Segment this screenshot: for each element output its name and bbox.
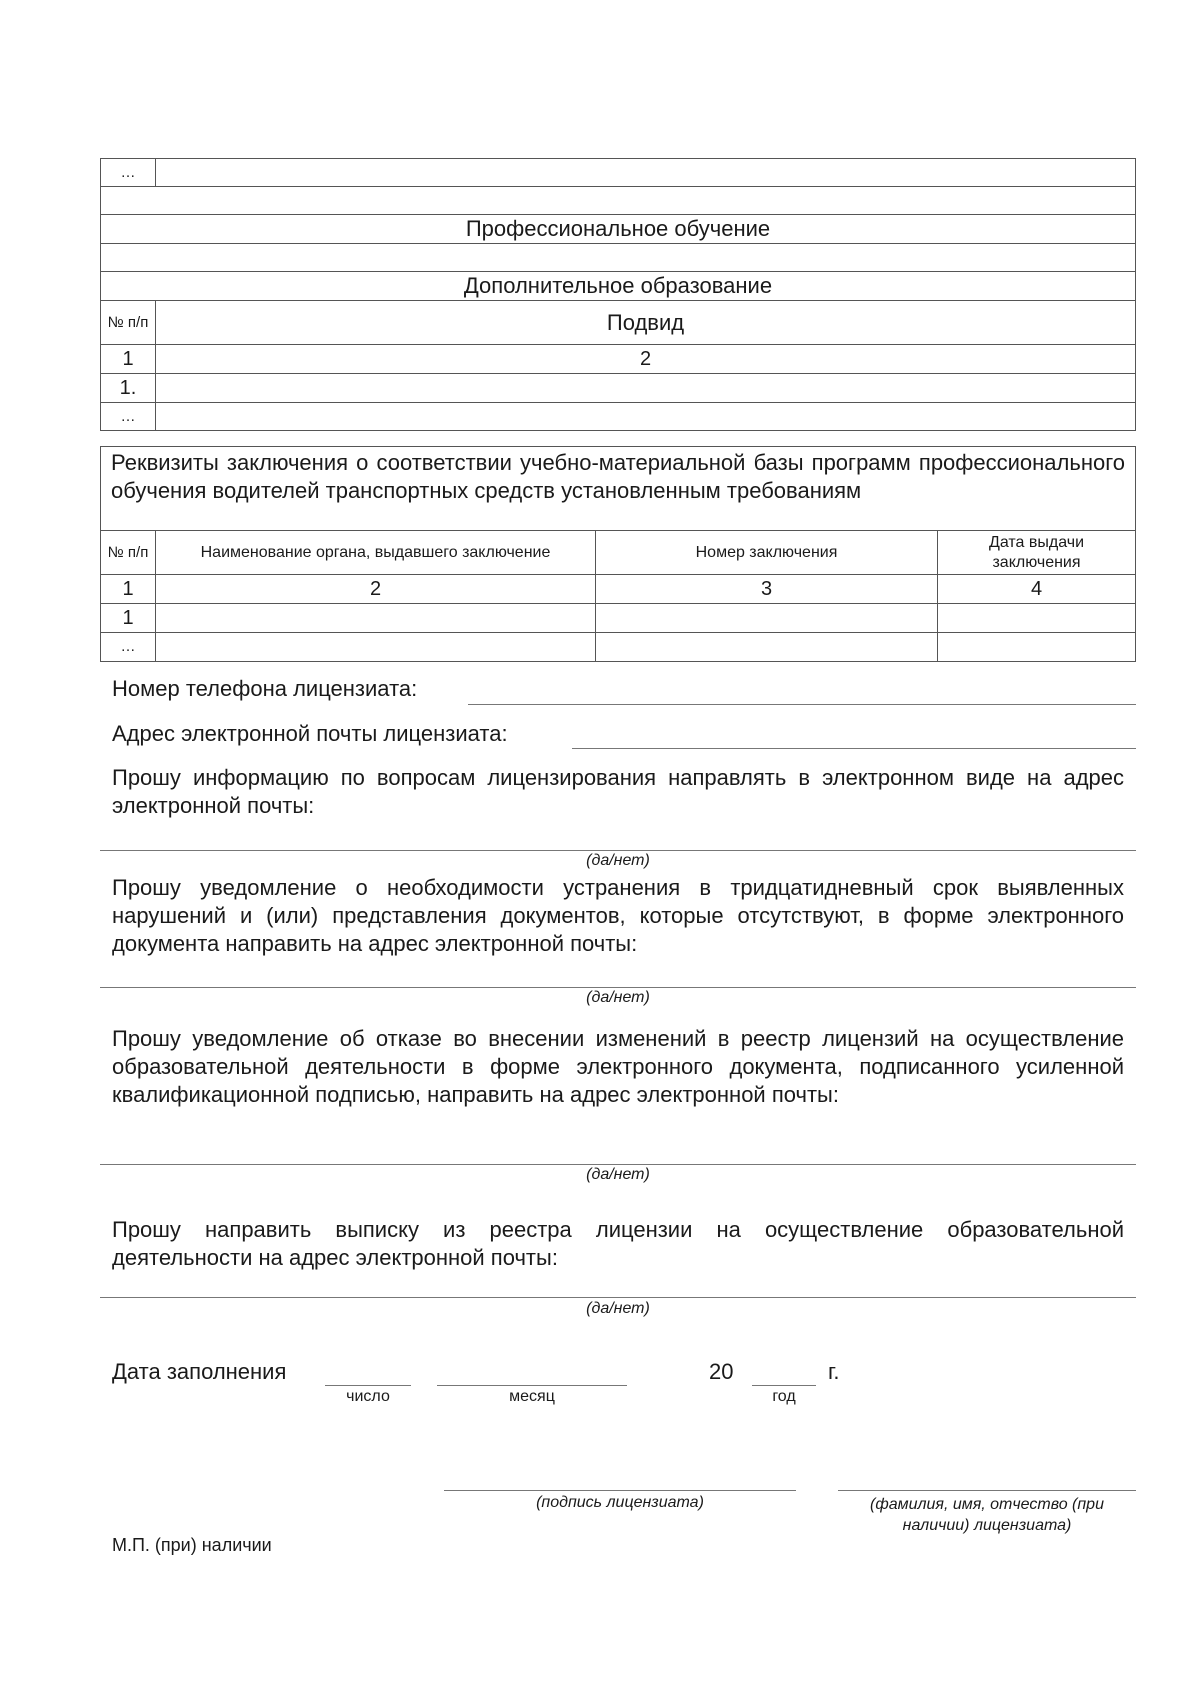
email-field-line[interactable] bbox=[572, 748, 1136, 749]
conclusion-caption: Реквизиты заключения о соответствии учебно-материальной базы программ профессионального обучения водителей транспортных средств установленным требованиям bbox=[101, 447, 1136, 531]
empty-row bbox=[101, 244, 1136, 272]
day-caption: число bbox=[346, 1388, 390, 1405]
empty-row bbox=[101, 187, 1136, 215]
yes-no-hint: (да/нет) bbox=[586, 1166, 650, 1183]
empty-cell bbox=[156, 604, 596, 633]
day-field-line[interactable] bbox=[325, 1385, 411, 1386]
empty-cell bbox=[156, 159, 1136, 187]
signature-line[interactable] bbox=[444, 1490, 796, 1491]
empty-cell bbox=[938, 633, 1136, 662]
column-index: 1 bbox=[101, 345, 156, 374]
conclusion-table bbox=[100, 446, 1136, 662]
column-header-issue-date: Дата выдачи заключения bbox=[938, 531, 1136, 575]
column-header-number: № п/п bbox=[101, 531, 156, 575]
column-index: 2 bbox=[156, 345, 1136, 374]
section-professional-training: Профессиональное обучение bbox=[101, 215, 1136, 244]
email-label: Адрес электронной почты лицензиата: bbox=[112, 721, 508, 746]
row-number: 1 bbox=[101, 604, 156, 633]
request-refusal-notice: Прошу уведомление об отказе во внесении изменений в реестр лицензий на осуществление образовательной деятельности в форме электронного документа, подписанного усиленной квалификационной подписью, направить на адрес электронной почты: bbox=[112, 1026, 1124, 1107]
full-name-caption: (фамилия, имя, отчество (при наличии) лицензиата) bbox=[870, 1496, 1104, 1534]
answer-line[interactable] bbox=[100, 1297, 1136, 1298]
month-field-line[interactable] bbox=[437, 1385, 627, 1386]
yes-no-hint: (да/нет) bbox=[586, 1300, 650, 1317]
empty-cell bbox=[596, 604, 938, 633]
column-index: 2 bbox=[156, 575, 596, 604]
column-index: 1 bbox=[101, 575, 156, 604]
signature-caption: (подпись лицензиата) bbox=[536, 1494, 704, 1511]
empty-cell bbox=[156, 633, 596, 662]
empty-cell bbox=[938, 604, 1136, 633]
column-index: 4 bbox=[938, 575, 1136, 604]
section-additional-education: Дополнительное образование bbox=[101, 272, 1136, 301]
request-registry-extract: Прошу направить выписку из реестра лицензии на осуществление образовательной деятельности на адрес электронной почты: bbox=[112, 1217, 1124, 1270]
fill-date-label: Дата заполнения bbox=[112, 1359, 287, 1384]
column-header-conclusion-number: Номер заключения bbox=[596, 531, 938, 575]
full-name-line[interactable] bbox=[838, 1490, 1136, 1491]
answer-line[interactable] bbox=[100, 987, 1136, 988]
column-header-subtype: Подвид bbox=[156, 301, 1136, 345]
ellipsis-cell: … bbox=[101, 159, 156, 187]
year-caption: год bbox=[772, 1388, 796, 1405]
column-index: 3 bbox=[596, 575, 938, 604]
request-violation-notice: Прошу уведомление о необходимости устранения в тридцатидневный срок выявленных нарушений и (или) представления документов, которые отсутствуют, в форме электронного документа направить на адрес электронной почты: bbox=[112, 875, 1124, 956]
column-header-issuing-body: Наименование органа, выдавшего заключение bbox=[156, 531, 596, 575]
stamp-place: М.П. (при) наличии bbox=[112, 1535, 272, 1555]
ellipsis-cell: … bbox=[101, 633, 156, 662]
request-electronic-info: Прошу информацию по вопросам лицензирования направлять в электронном виде на адрес электронной почты: bbox=[112, 765, 1124, 818]
row-number: 1. bbox=[101, 374, 156, 403]
phone-label: Номер телефона лицензиата: bbox=[112, 676, 418, 701]
subtype-table bbox=[100, 158, 1136, 431]
answer-line[interactable] bbox=[100, 850, 1136, 851]
yes-no-hint: (да/нет) bbox=[586, 852, 650, 869]
answer-line[interactable] bbox=[100, 1164, 1136, 1165]
ellipsis-cell: … bbox=[101, 403, 156, 431]
empty-cell bbox=[156, 403, 1136, 431]
empty-cell bbox=[156, 374, 1136, 403]
empty-cell bbox=[596, 633, 938, 662]
century-prefix: 20 bbox=[709, 1359, 734, 1384]
month-caption: месяц bbox=[509, 1388, 555, 1405]
yes-no-hint: (да/нет) bbox=[586, 989, 650, 1006]
column-header-number: № п/п bbox=[101, 301, 156, 345]
year-field-line[interactable] bbox=[752, 1385, 816, 1386]
phone-field-line[interactable] bbox=[468, 704, 1136, 705]
year-suffix: г. bbox=[828, 1359, 840, 1384]
